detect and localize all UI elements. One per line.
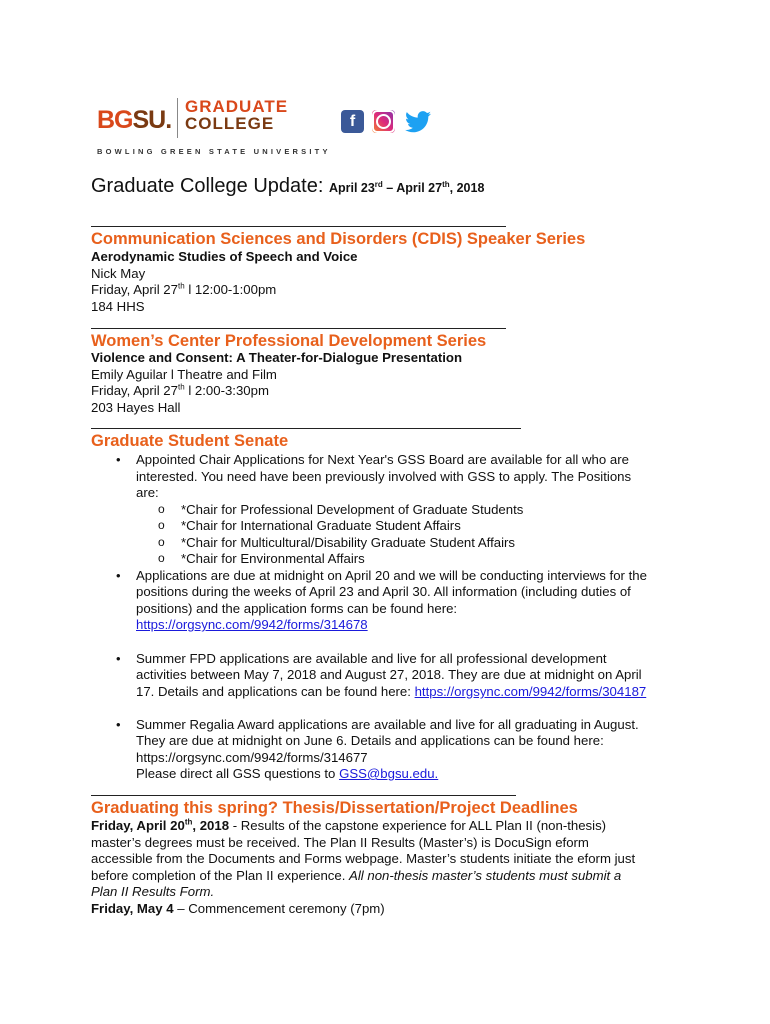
instagram-icon[interactable]	[372, 110, 395, 133]
cdis-date: Friday, April 27th l 12:00-1:00pm	[91, 281, 277, 297]
deadline-1-line-5: Plan II Results Form.	[91, 884, 215, 899]
gss-bullet-3-line-1: Summer FPD applications are available and live for all professional development	[136, 651, 607, 666]
fpd-form-link[interactable]: https://orgsync.com/9942/forms/304187	[414, 684, 647, 699]
sub-bullet: o	[158, 502, 165, 516]
divider	[91, 795, 516, 796]
bgsu-graduate-college-logo	[97, 96, 331, 158]
deadline-1-line-4: before completion of the Plan II experience. All non-thesis master’s students must submit a	[91, 868, 622, 883]
womens-location: 203 Hayes Hall	[91, 400, 181, 415]
gss-position: *Chair for Professional Development of Graduate Students	[181, 502, 524, 517]
cdis-location: 184 HHS	[91, 299, 145, 314]
sub-bullet: o	[158, 535, 165, 549]
twitter-icon[interactable]	[404, 110, 432, 133]
sub-bullet: o	[158, 518, 165, 532]
bullet: •	[116, 452, 121, 467]
gss-email-link[interactable]: GSS@bgsu.edu.	[339, 766, 439, 781]
womens-center-heading: Women’s Center Professional Development Series	[91, 332, 487, 350]
cdis-speaker: Nick May	[91, 266, 146, 281]
gss-heading: Graduate Student Senate	[91, 432, 289, 450]
page-title: Graduate College Update: April 23rd – April 27th, 2018	[91, 175, 485, 197]
gss-bullet-2-line-1: Applications are due at midnight on April 20 and we will be conducting interviews for the	[136, 568, 647, 583]
bullet: •	[116, 717, 121, 732]
deadline-1-line-1: Friday, April 20th, 2018 - Results of the capstone experience for ALL Plan II (non-thesis)	[91, 817, 607, 833]
womens-date: Friday, April 27th l 2:00-3:30pm	[91, 382, 269, 398]
gss-position: *Chair for Multicultural/Disability Graduate Student Affairs	[181, 535, 515, 550]
gss-bullet-1-line-1: Appointed Chair Applications for Next Year's GSS Board are available for all who are	[136, 452, 629, 467]
logo-divider	[177, 98, 178, 138]
womens-talk-title: Violence and Consent: A Theater-for-Dialogue Presentation	[91, 350, 463, 365]
bullet: •	[116, 651, 121, 666]
bullet: •	[116, 568, 121, 583]
deadline-1-line-3: accessible from the Documents and Forms webpage. Master’s students initiate the eform just	[91, 851, 636, 866]
university-name: BOWLING GREEN STATE UNIVERSITY	[97, 147, 331, 156]
gss-bullet-4-line-1: Summer Regalia Award applications are available and live for all graduating in August.	[136, 717, 639, 732]
gss-chair-form-link[interactable]: https://orgsync.com/9942/forms/314678	[136, 617, 368, 632]
womens-speaker: Emily Aguilar l Theatre and Film	[91, 367, 277, 382]
gss-contact-text: Please direct all GSS questions to	[136, 766, 340, 781]
cdis-talk-title: Aerodynamic Studies of Speech and Voice	[91, 249, 358, 264]
facebook-icon[interactable]: f	[341, 110, 364, 133]
gss-bullet-4-line-2: They are due at midnight on June 6. Details and applications can be found here:	[136, 733, 604, 748]
gss-bullet-4-line-3: https://orgsync.com/9942/forms/314677	[136, 750, 368, 765]
gss-bullet-3-line-2: activities between May 7, 2018 and August 27, 2018. They are due at midnight on April	[136, 667, 642, 682]
gss-position: *Chair for International Graduate Student Affairs	[181, 518, 461, 533]
gss-bullet-2-line-2: positions during the weeks of April 23 and April 30. All information (including duties of	[136, 584, 631, 599]
deadlines-heading: Graduating this spring? Thesis/Dissertation/Project Deadlines	[91, 799, 578, 817]
divider	[91, 328, 506, 329]
gss-position: *Chair for Environmental Affairs	[181, 551, 365, 566]
divider	[91, 226, 506, 227]
gss-bullet-3-line-3: 17. Details and applications can be found here:	[136, 684, 415, 699]
bgsu-wordmark: BGSU.	[97, 106, 172, 134]
title-date: April 23rd – April 27th, 2018	[328, 179, 485, 195]
graduate-college-wordmark: GRADUATE COLLEGE	[185, 97, 289, 133]
gss-bullet-1-line-2: interested. You need have been previously involved with GSS to apply. The Positions	[136, 469, 632, 484]
gss-bullet-1-line-3: are:	[136, 485, 159, 500]
deadline-1-line-2: master’s degrees must be received. The Plan II Results (Master’s) is DocuSign eform	[91, 835, 589, 850]
divider	[91, 428, 521, 429]
deadline-2: Friday, May 4 – Commencement ceremony (7pm)	[91, 901, 385, 916]
cdis-heading: Communication Sciences and Disorders (CDIS) Speaker Series	[91, 230, 586, 248]
sub-bullet: o	[158, 551, 165, 565]
gss-bullet-2-line-3: positions) and the application forms can be found here:	[136, 601, 458, 616]
